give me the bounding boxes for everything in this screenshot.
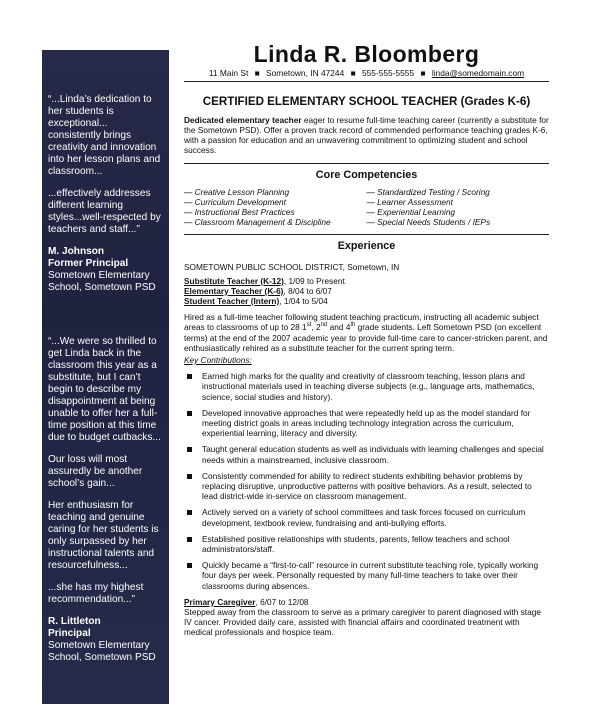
competency-item: — Experiential Learning [366, 206, 456, 217]
contribution-item: Established positive relationships with students, parents, fellow teachers and school administrators/staff. [184, 534, 549, 554]
competency-item: — Learner Assessment [366, 196, 453, 207]
key-contributions-label: Key Contributions: [184, 354, 252, 365]
role-item [184, 296, 549, 306]
testimonial-1-title: Former Principal [48, 258, 129, 269]
contribution-item: Earned high marks for the quality and creativity of classroom teaching, lesson plans and instructional materials used in teaching diverse subjects (e.g., language arts, mathematics, science, social studies and history). [184, 371, 549, 402]
contributions-list [184, 371, 549, 591]
testimonial-2-org: Sometown Elementary School, Sometown PSD [48, 640, 156, 663]
caregiver-description: Stepped away from the classroom to serve as a primary caregiver to parent diagnosed with stage IV cancer. Provided daily care, assisted with financial affairs and coordinated treatment with medical professionals and hospice team. [184, 607, 541, 638]
testimonial-1-name: M. Johnson [48, 246, 105, 257]
testimonial-2-title: Principal [48, 628, 91, 639]
testimonial-1-signature [48, 246, 163, 294]
ordinal-suffix: th [350, 322, 356, 329]
testimonial-1-part-1: “...Linda’s dedication to her students is exceptional... consistently brings creativity and innovation into her lesson plans and classroom... [48, 94, 161, 177]
competency-item: — Creative Lesson Planning [184, 186, 290, 197]
testimonial-2-part-2: Our loss will most assuredly be another school’s gain... [48, 454, 143, 489]
caregiver-title: Primary Caregiver [184, 596, 256, 607]
role-dates: , 1/09 to Present [283, 275, 345, 286]
experience-description [184, 312, 549, 353]
testimonial-1-part-2: ...effectively addresses different learning styles...well-respected by teachers and staff...” [48, 188, 161, 235]
contact-address: 11 Main St [208, 68, 249, 78]
roles-list [184, 276, 549, 307]
contribution-item: Developed innovative approaches that were repeatedly held up as the model standard for meeting district goals in areas including technology integration across the curriculum, experiential learning, literacy and diversity. [184, 408, 549, 439]
section-title-competencies: Core Competencies [184, 163, 549, 181]
role-item [184, 286, 549, 296]
summary-text: eager to resume full-time teaching career (currently a substitute for the Sometown PSD). Offer a proven track record of commended performance teaching grades K-6, with a passion for education and an unwavering commitment to optimizing student and school success. [184, 114, 549, 156]
competencies-list [184, 187, 549, 228]
competency-item: — Standardized Testing / Scoring [366, 186, 490, 197]
ordinal-suffix: st [306, 322, 312, 329]
role-title: Substitute Teacher (K-12) [184, 275, 284, 286]
competencies-left-column [184, 187, 367, 228]
desc-text: , 2 [311, 322, 321, 333]
employer-line: SOMETOWN PUBLIC SCHOOL DISTRICT, Sometown, IN [184, 262, 400, 273]
objective-title: CERTIFIED ELEMENTARY SCHOOL TEACHER (Grades K-6) [202, 95, 531, 109]
desc-text: grade students. Left Sometown PSD (on excellent terms) at the end of the 2007 academic year to provide full-time care to cancer-stricken parent, and enthusiastically rehired as a substitute teacher for the current spring term. [184, 322, 548, 353]
contribution-item: Quickly became a “first-to-call” resource in current substitute teaching role, typically working four days per week. Personally requested by many full-time teachers to take over their classrooms during absences. [184, 560, 549, 591]
competencies-right-column [367, 187, 550, 228]
role-dates: , 8/04 to 6/07 [283, 285, 332, 296]
contribution-item: Consistently commended for ability to redirect students exhibiting behavior problems by replacing disruptive, unproductive patterns with positive behaviors. As a result, selected to lead district-wide in-service on classroom management. [184, 471, 549, 502]
section-title-experience: Experience [184, 234, 549, 252]
testimonials-sidebar [42, 50, 169, 704]
role-title: Elementary Teacher (K-6) [184, 285, 284, 296]
role-dates: , 1/04 to 5/04 [279, 295, 328, 306]
desc-text: Hired as a full-time teacher following student teaching practicum, instructing all academic subject areas to classrooms of up to 28 1 [184, 312, 539, 333]
ordinal-suffix: nd [320, 322, 328, 329]
separator-icon: ■ [254, 68, 260, 78]
caregiver-role [184, 597, 549, 607]
contact-city: Sometown, IN 47244 [266, 68, 345, 78]
role-item [184, 276, 549, 286]
summary-paragraph [184, 115, 549, 156]
testimonial-2-part-1: “...We were so thrilled to get Linda back in the classroom this year as a substitute, but I can’t begin to describe my disappointment at being unable to offer her a full-time position at this time due to budget cutbacks... [48, 336, 161, 443]
competency-item: — Instructional Best Practices [184, 206, 295, 217]
testimonial-2-signature [48, 616, 163, 664]
role-title: Student Teacher (Intern) [184, 295, 280, 306]
competency-item: — Curriculum Development [184, 196, 286, 207]
candidate-name: Linda R. Bloomberg [253, 41, 480, 67]
testimonial-2-part-3: Her enthusiasm for teaching and genuine caring for her students is only surpassed by her instructional talents and resourcefulness... [48, 500, 159, 571]
summary-lead: Dedicated elementary teacher [184, 114, 302, 125]
testimonial-1-org: Sometown Elementary School, Sometown PSD [48, 270, 156, 293]
contribution-item: Taught general education students as well as individuals with learning challenges and special needs within a mainstreamed, inclusive classroom. [184, 444, 549, 464]
desc-text: and 4 [327, 322, 351, 333]
caregiver-dates: , 6/07 to 12/08 [255, 596, 309, 607]
contact-phone: 555-555-5555 [361, 68, 415, 78]
testimonial-2-part-4: ...she has my highest recommendation...” [48, 582, 144, 605]
competency-item: — Special Needs Students / IEPs [366, 217, 491, 228]
resume-main [184, 40, 549, 638]
contact-email-link[interactable]: linda@somedomain.com [431, 68, 525, 78]
competency-item: — Classroom Management & Discipline [184, 217, 331, 228]
contact-line [184, 68, 549, 82]
separator-icon: ■ [420, 68, 426, 78]
testimonial-2-name: R. Littleton [48, 616, 101, 627]
contribution-item: Actively served on a variety of school committees and task forces focused on curriculum development, textbook review, fundraising and anti-bullying efforts. [184, 507, 549, 527]
separator-icon: ■ [350, 68, 356, 78]
